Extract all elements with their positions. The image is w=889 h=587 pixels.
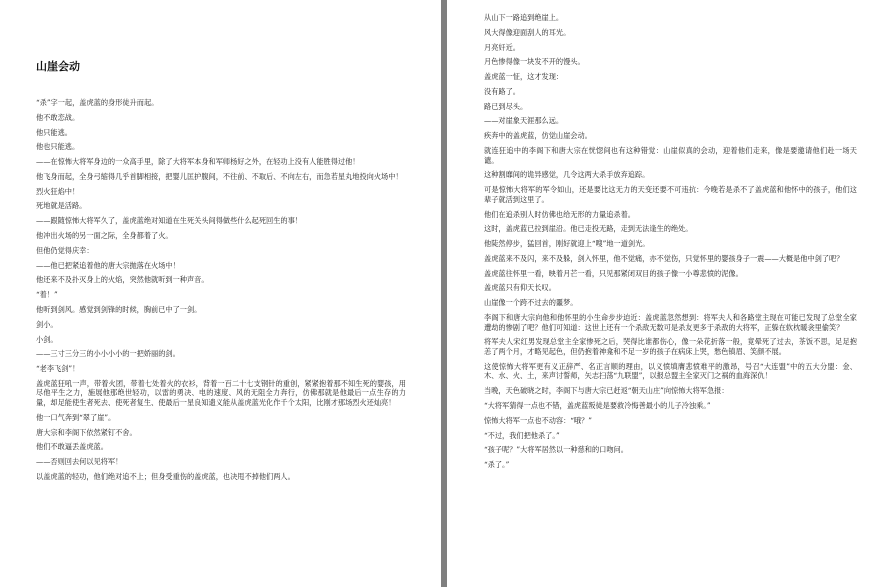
paragraph: 他听到剑风。感觉到剑锋的时候，胸前已中了一剑。 [36,304,202,314]
paragraph: 他也只能逃。 [36,142,80,152]
right-text-column [484,13,857,475]
paragraph: 他陡然停步，猛回首，刚好就迎上“嗖”地一道剑光。 [484,239,650,249]
left-text-column [36,98,406,487]
paragraph: 这时，盖虎蓝已拉到崖沿。他已走投无路，走到无法逢生的绝处。 [484,224,693,234]
paragraph: 他们不敢逼丢盖虎蓝。 [36,442,108,452]
paragraph: 这使惊怖大将军更有义正辞严、名正言顺的理由，以义愤填膺悲愤难平的激昂，号召“大连盟”中的五大分盟：金、木、水、火、土，来声讨誓师，矢志扫荡“九联盟”，以报总盟主全家灭门之祸的血海深仇！ [484,361,857,381]
paragraph: “着！” [36,290,58,300]
paragraph: “杀”字一起，盖虎蓝的身形徒升而起。 [36,98,159,107]
paragraph: 他还来不及扑灭身上的火焰，突然他就听到一种声音。 [36,275,209,285]
paragraph: 惊怖大将军一点也不动容：“哦？” [484,415,592,425]
paragraph: 以盖虎蓝的轻功，他们绝对追不上；但身受重伤的盖虎蓝，也决甩不掉他们两人。 [36,471,295,481]
paragraph: ——对崖象天涯那么远。 [484,116,564,126]
paragraph: 死地就是活路。 [36,201,87,211]
paragraph: 李阁下和唐大宗向他和他怀里的小生命步步迫近：盖虎蓝忽然想到：将军夫人和各路堂主现在可能已发现了总堂全家遭劫的惨剧了吧？他们可知道：这世上还有一个杀敌无数可是杀友更多于杀敌的大将军，正躲在软枕暖衾里偷笑？ [484,313,857,332]
paragraph: 他冲出火场的另一面之际，全身都着了火。 [36,231,173,241]
paragraph: “孩子呢？”大将军居然以一种慈和的口吻问。 [484,445,628,455]
paragraph: 剑小。 [36,319,58,329]
paragraph: ——他已把紧追着他的唐大宗抛落在火场中！ [36,260,180,270]
paragraph: 他们在追杀别人时仿佛也给无形的力量追杀着。 [484,209,635,219]
paragraph: ——否则回去何以见将军！ [36,457,123,467]
paragraph: 将军夫人宋红男发现总堂主全家惨死之后，哭得比谁都伤心，像一朵花折落一般，竟晕死了过去，茶饭不思，足足抱恙了两个月，才略见起色，但仍抱着神龛和不足一岁的孩子在病床上哭，愁色镇眉、笑颜不展。 [484,337,857,356]
paragraph: “不过，我们把他杀了。” [484,430,560,440]
paragraph: 月亮奸近。 [484,42,520,52]
paragraph: 他只能逃。 [36,127,72,137]
paragraph: 可是惊怖大将军的军令如山，还是要比这无力的天变还要不可违抗：今晚若是杀不了盖虎蓝和他怀中的孩子，他们这辈子就活到这里了。 [484,185,857,204]
paragraph: ——跟随惊怖大将军久了，盖虎蓝绝对知道在生死关头间得做些什么起死回生的事！ [36,216,302,226]
paragraph: 唐大宗和李阁下依然紧钉不舍。 [36,427,137,437]
paragraph: 他一口气奔到“翠了崖”。 [36,412,116,422]
paragraph: 就连狂追中的李阁下和唐大宗在恍惚间也有这种错觉：山崖似真的会动，迎着他们走来，像是要邀请他们赴一场天谴。 [484,146,857,165]
paragraph: 烈火狂焰中！ [36,186,80,196]
paragraph: 盖虎蓝来不及闪，来不及躲，剑入怀里，他不觉痛，亦不觉伤，只觉怀里的婴孩身子一震——大概是他中剑了吧？ [484,253,844,263]
left-page [0,0,441,587]
paragraph: 他飞身而起，全身弓缩得几乎首脚相接，把婴儿匡护腹间，不往前、不取后、不向左右，而急若星丸地投向火场中！ [36,171,403,181]
paragraph: 盖虎蓝狂吼一声，带着火团，带着七处着火的衣衫，背着一百二十七支钢针的重创，紧紧抱着那不知生死的婴孩，用尽他平生之力，施展他那绝世轻功，以雷的勇决、电的速度、风的无阻全力奔行，仿佛那就是他最后一点生存的力量，却足能使生者死去、使死者复生、使最后一星良知遗义能从盖虎蓝光化作千个太阳，比刚才那场烈火还灿亮！ [36,378,406,408]
paragraph: 他不敢恋战。 [36,112,80,122]
paragraph: 盖虎蓝往怀里一看，映着月芒一看，只见那紧闭双目的孩子像一小尊悲愤的泥像。 [484,268,743,278]
paragraph: 风大得像迎面刮人的耳光。 [484,27,571,37]
paragraph: 小剑。 [36,334,58,344]
paragraph: 疾奔中的盖虎蓝，仿觉山崖会动。 [484,131,592,141]
paragraph: “杀了。” [484,460,510,470]
paragraph: ——三寸三分三的小小小小的一把娇丽的剑。 [36,349,180,359]
paragraph: “老李飞剑”！ [36,364,80,374]
paragraph: 盖虎蓝一怔，这才发现： [484,72,564,82]
chapter-title: 山崖会动 [36,60,80,73]
paragraph: 路已到尽头。 [484,101,528,111]
right-page [447,0,889,587]
paragraph: 这种割靡间的诡异感觉，几令这两大杀手放弃追踪。 [484,170,650,180]
paragraph: 当晚，天色破晓之时，李阁下与唐大宗已赶返“朝天山庄”向惊怖大将军急报： [484,386,729,396]
paragraph: 月色惨得像一块发不开的馒头。 [484,57,585,67]
paragraph: 但他仍觉得庆幸： [36,245,94,255]
paragraph: 从山下一路追到绝崖上。 [484,13,564,22]
paragraph: ——在惊怖大将军身边的一众高手里，除了大将军本身和军师杨好之外，在轻功上没有人能胜得过他！ [36,157,360,167]
paragraph: 山崖像一个跨不过去的噩梦。 [484,298,578,308]
paragraph: 没有路了。 [484,86,520,96]
paragraph: 盖虎蓝只有仰天长叹。 [484,283,556,293]
paragraph: “大将军猜得一点也不错，盖虎蓝叛徒是要救冷悔善最小的儿子冷浊乘。” [484,400,711,410]
